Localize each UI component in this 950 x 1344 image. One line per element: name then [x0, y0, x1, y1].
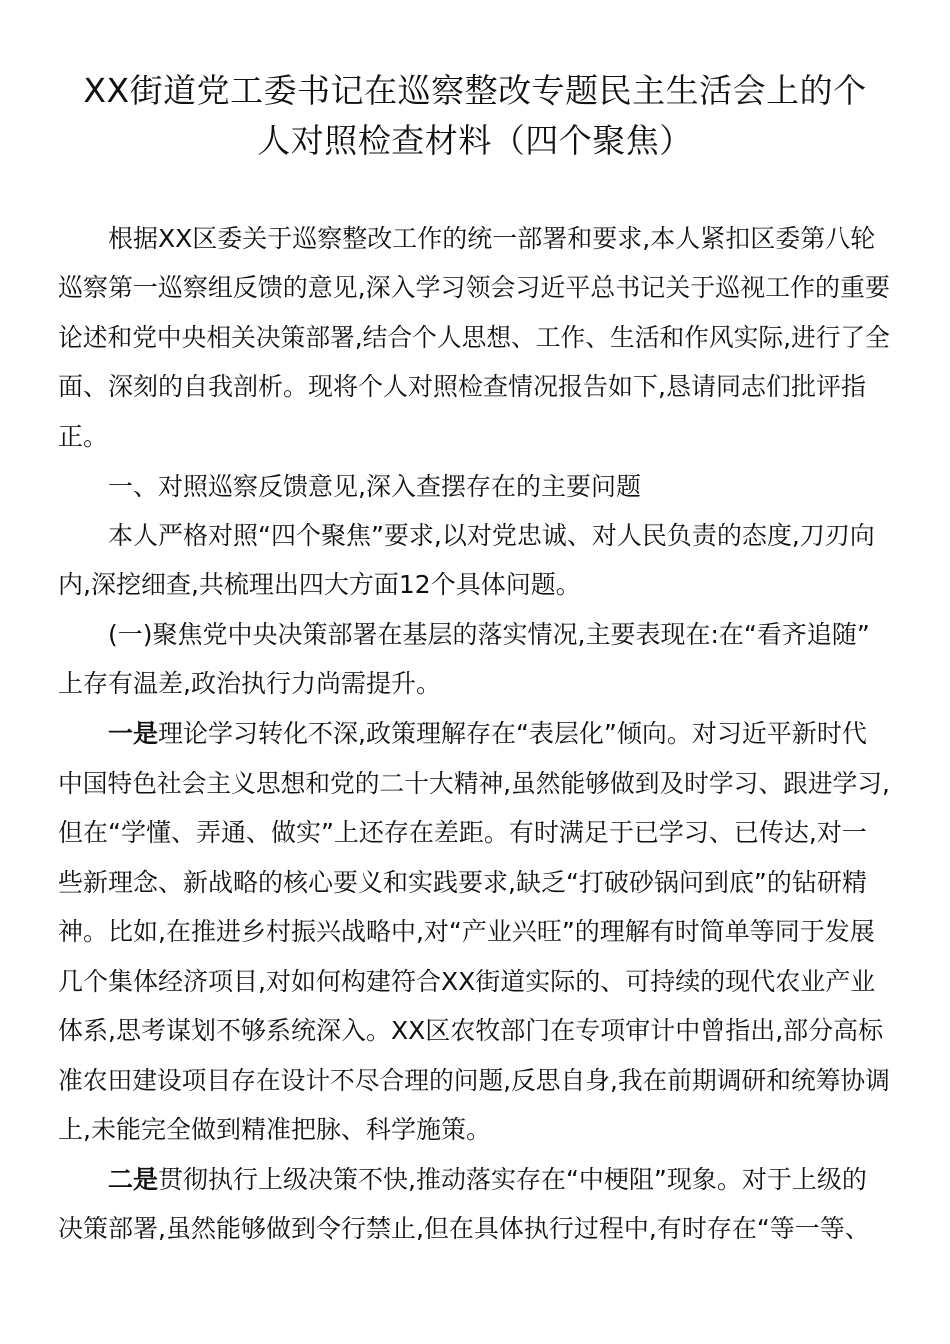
point-1-line-4: 些新理念、新战略的核心要义和实践要求,缺乏“打破砂锅问到底”的钻研精 [58, 868, 867, 897]
subsection-1-line-2: 上存有温差,政治执行力尚需提升。 [58, 669, 441, 698]
intro-line-5: 正。 [58, 422, 109, 451]
point-1-line-3: 但在“学懂、弄通、做实”上还存在差距。有时满足于已学习、已传达,对一 [58, 818, 867, 847]
point-1-line-8: 准农田建设项目存在设计不尽合理的问题,反思自身,我在前期调研和统筹协调 [58, 1066, 890, 1095]
document-title-line-2: 人对照检查材料（四个聚焦） [257, 121, 693, 160]
section-1-intro-line-2: 内,深挖细查,共梳理出四大方面12个具体问题。 [58, 570, 581, 599]
subsection-1-line-1: (一)聚焦党中央决策部署在基层的落实情况,主要表现在:在“看齐追随” [108, 620, 870, 649]
point-2-label: 二是 [108, 1165, 159, 1194]
point-1-line-7: 体系,思考谋划不够系统深入。XX区农牧部门在专项审计中曾指出,部分高标 [58, 1016, 884, 1045]
point-1-line-2: 中国特色社会主义思想和党的二十大精神,虽然能够做到及时学习、跟进学习, [58, 769, 890, 798]
point-1-label: 一是 [108, 719, 159, 748]
point-1-line-6: 几个集体经济项目,对如何构建符合XX街道实际的、可持续的现代农业产业 [58, 967, 876, 996]
document-title-line-1: XX街道党工委书记在巡察整改专题民主生活会上的个 [83, 71, 867, 110]
point-2-line-2: 决策部署,虽然能够做到令行禁止,但在具体执行过程中,有时存在“等一等、 [58, 1214, 870, 1243]
point-1-line-5: 神。比如,在推进乡村振兴战略中,对“产业兴旺”的理解有时简单等同于发展 [58, 917, 875, 946]
intro-line-4: 面、深刻的自我剖析。现将个人对照检查情况报告如下,恳请同志们批评指 [58, 372, 866, 401]
point-2-first-line-text: 贯彻执行上级决策不快,推动落实存在“中梗阻”现象。对于上级的 [158, 1165, 867, 1194]
section-1-heading: 一、对照巡察反馈意见,深入查摆存在的主要问题 [108, 472, 641, 501]
point-2-line-1 [108, 1163, 867, 1197]
point-1-first-line-text: 理论学习转化不深,政策理解存在“表层化”倾向。对习近平新时代 [158, 719, 867, 748]
intro-line-1: 根据XX区委关于巡察整改工作的统一部署和要求,本人紧扣区委第八轮 [108, 224, 876, 253]
point-1-line-1 [108, 717, 867, 751]
point-1-line-9: 上,未能完全做到精准把脉、科学施策。 [58, 1115, 491, 1144]
section-1-intro-line-1: 本人严格对照“四个聚焦”要求,以对党忠诚、对人民负责的态度,刀刃向 [108, 521, 875, 550]
intro-line-2: 巡察第一巡察组反馈的意见,深入学习领会习近平总书记关于巡视工作的重要 [58, 273, 890, 302]
intro-line-3: 论述和党中央相关决策部署,结合个人思想、工作、生活和作风实际,进行了全 [58, 323, 890, 352]
